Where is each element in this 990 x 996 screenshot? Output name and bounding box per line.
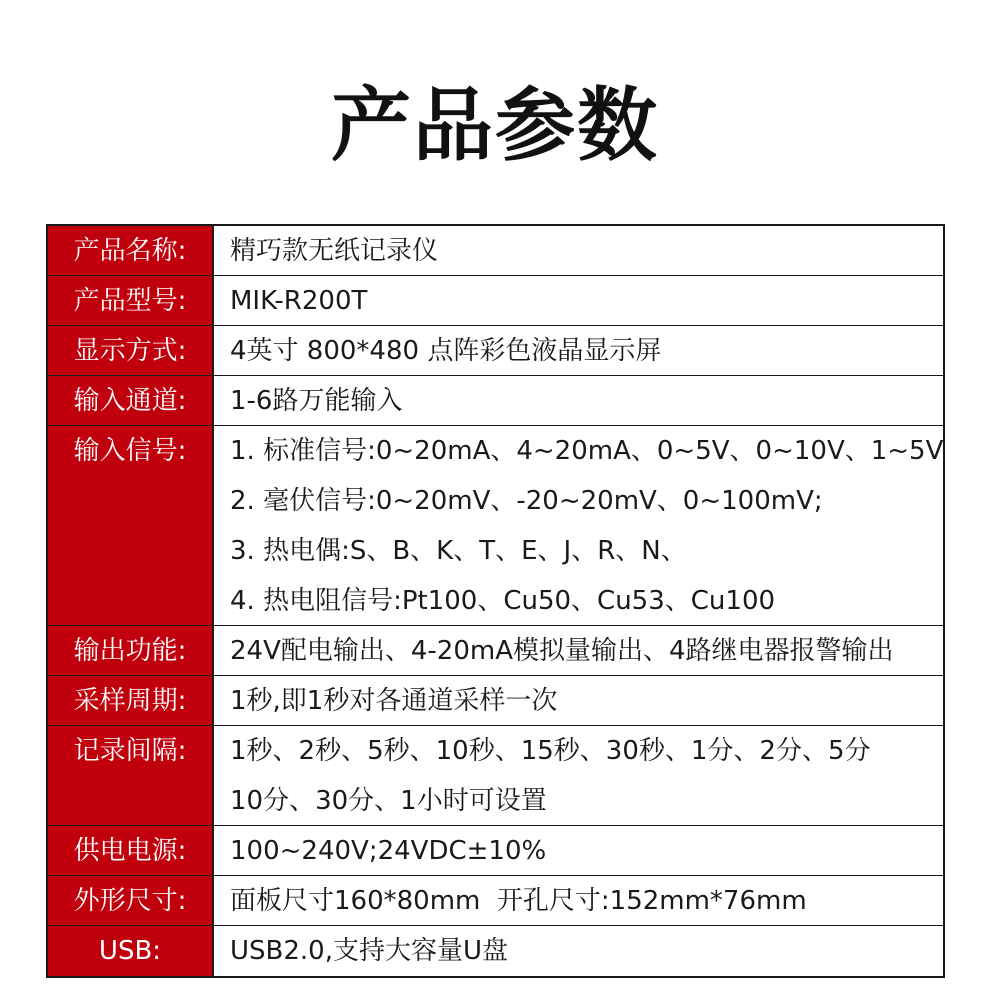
spec-row-dimensions: [48, 876, 943, 926]
spec-row-power: [48, 826, 943, 876]
spec-value: [214, 926, 943, 976]
spec-value-line: MIK-R200T: [230, 286, 368, 316]
spec-label: 产品型号:: [48, 276, 214, 325]
spec-value-line: 3. 热电偶:S、B、K、T、E、J、R、N、: [230, 536, 687, 566]
spec-value-line: 100~240V;24VDC±10%: [230, 836, 547, 866]
spec-label: 外形尺寸:: [48, 876, 214, 925]
spec-label: 输出功能:: [48, 626, 214, 675]
spec-value: [214, 876, 943, 925]
spec-value-line: 10分、30分、1小时可设置: [230, 786, 547, 816]
spec-row-output: [48, 626, 943, 676]
spec-label: 供电电源:: [48, 826, 214, 875]
spec-value: [214, 226, 943, 275]
spec-value: [214, 726, 943, 825]
spec-value: [214, 626, 943, 675]
spec-row-record-interval: [48, 726, 943, 826]
spec-value-line: 1. 标准信号:0~20mA、4~20mA、0~5V、0~10V、1~5V: [230, 436, 943, 466]
page-title: 产品参数: [331, 79, 659, 172]
spec-label: 产品名称:: [48, 226, 214, 275]
spec-row-model: [48, 276, 943, 326]
spec-value-line: USB2.0,支持大容量U盘: [230, 936, 509, 966]
spec-value-line: 1秒,即1秒对各通道采样一次: [230, 686, 558, 716]
spec-value: [214, 276, 943, 325]
spec-row-input-channels: [48, 376, 943, 426]
spec-value: [214, 326, 943, 375]
spec-table: [46, 224, 945, 978]
spec-label: 输入信号:: [48, 426, 214, 625]
spec-value-line: 精巧款无纸记录仪: [230, 236, 439, 266]
spec-value-line: 4英寸 800*480 点阵彩色液晶显示屏: [230, 336, 662, 366]
spec-value-line: 1-6路万能输入: [230, 386, 403, 416]
spec-value: [214, 426, 943, 625]
spec-value: [214, 376, 943, 425]
spec-value-line: 1秒、2秒、5秒、10秒、15秒、30秒、1分、2分、5分: [230, 736, 871, 766]
spec-value-line: 4. 热电阻信号:Pt100、Cu50、Cu53、Cu100: [230, 586, 776, 616]
spec-row-usb: [48, 926, 943, 976]
spec-value-line: 24V配电输出、4-20mA模拟量输出、4路继电器报警输出: [230, 636, 894, 666]
spec-label: 显示方式:: [48, 326, 214, 375]
spec-row-sampling: [48, 676, 943, 726]
spec-row-input-signals: [48, 426, 943, 626]
spec-value-line: 面板尺寸160*80mm 开孔尺寸:152mm*76mm: [230, 886, 807, 916]
spec-row-product-name: [48, 226, 943, 276]
spec-label: 输入通道:: [48, 376, 214, 425]
spec-value-line: 2. 毫伏信号:0~20mV、-20~20mV、0~100mV;: [230, 486, 823, 516]
spec-value: [214, 826, 943, 875]
spec-row-display: [48, 326, 943, 376]
spec-label: 记录间隔:: [48, 726, 214, 825]
spec-label: USB:: [48, 926, 214, 976]
spec-label: 采样周期:: [48, 676, 214, 725]
spec-value: [214, 676, 943, 725]
